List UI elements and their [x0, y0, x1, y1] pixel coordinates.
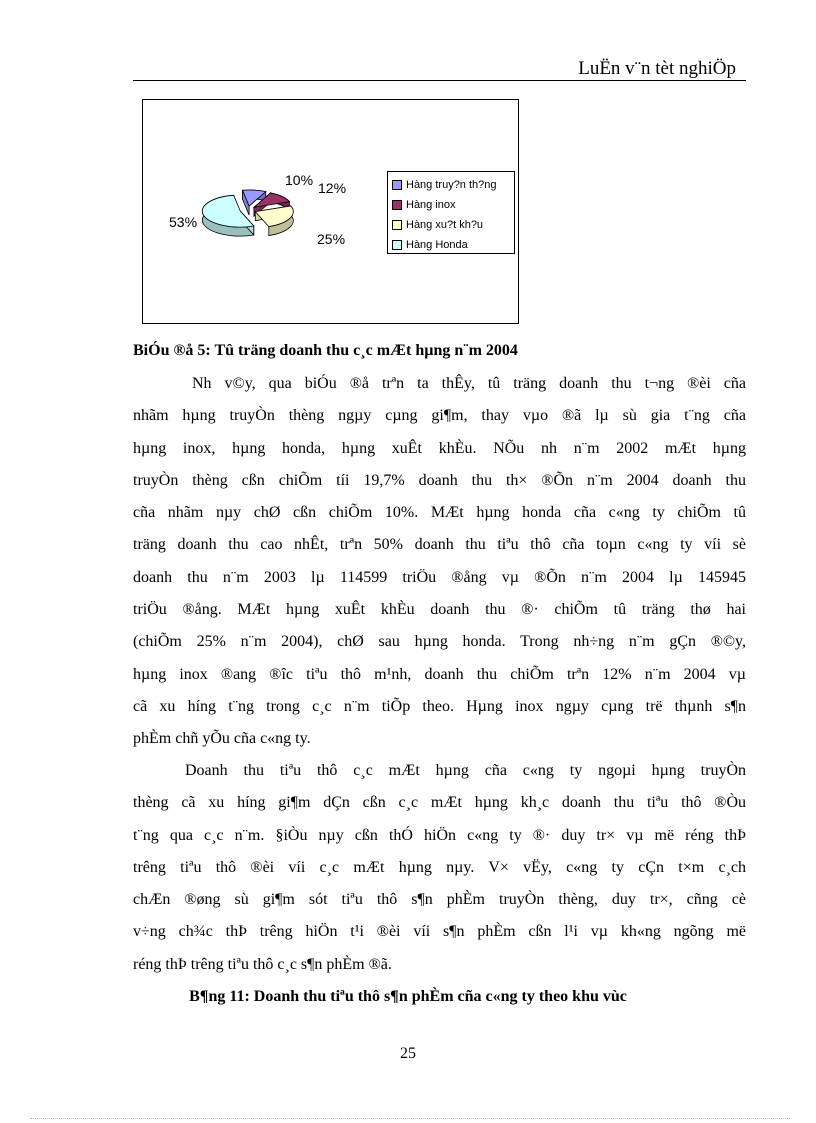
pct-label-1: 10%	[285, 172, 314, 188]
paragraph-line: réng thÞ trêng tiªu thô c¸c s¶n phÈm ®ã.	[133, 955, 392, 973]
legend-swatch	[392, 240, 402, 250]
paragraph-line: truyÒn thèng cßn chiÕm tíi 19,7% doanh thu th× ®Õn n¨m 2004 doanh thu	[133, 471, 746, 489]
paragraph-line: cã xu híng t¨ng trong c¸c n¨m tiÕp theo. Hµng inox ngµy cµng trë thµnh s¶n	[133, 697, 746, 715]
legend-label: Hàng xu?t kh?u	[406, 219, 484, 231]
pct-label-4: 53%	[169, 214, 198, 230]
paragraph-line: hµng inox, hµng honda, hµng xuÊt khÈu. NÕu nh n¨m 2002 mÆt hµng	[133, 439, 746, 457]
legend-label: Hàng truy?n th?ng	[406, 179, 497, 191]
paragraph-line: doanh thu n¨m 2003 lµ 114599 triÖu ®ång vµ ®Õn n¨m 2004 lµ 145945	[133, 568, 746, 586]
legend-item	[392, 215, 510, 235]
paragraph-line: cña nhãm nµy chØ cßn chiÕm 10%. MÆt hµng honda cña c«ng ty chiÕm tû	[133, 504, 746, 522]
paragraph-line: chÆn ®øng sù gi¶m sót tiªu thô s¶n phÈm truyÒn thèng, duy tr×, cñng cè	[133, 891, 746, 909]
paragraph-line: träng doanh thu cao nhÊt, trªn 50% doanh thu tiªu thô cña toµn c«ng ty víi sè	[133, 536, 746, 554]
paragraph-line: (chiÕm 25% n¨m 2004), chØ sau hµng honda. Trong nh÷ng n¨m gÇn ®©y,	[133, 633, 746, 651]
paragraph-line: thèng cã xu híng gi¶m dÇn cßn c¸c mÆt hµng kh¸c doanh thu tiªu thô ®Òu	[133, 794, 746, 812]
paragraph-line: Doanh thu tiªu thô c¸c mÆt hµng cña c«ng ty ngoµi hµng truyÒn	[185, 762, 746, 779]
paragraph-line: Nh v©y, qua biÓu ®å trªn ta thÊy, tû träng doanh thu t¬ng ®èi cña	[192, 375, 746, 392]
legend-label: Hàng inox	[406, 199, 456, 211]
pie-chart	[142, 99, 519, 324]
paragraph-line: v÷ng ch¾c thÞ trêng hiÖn t¹i ®èi víi s¶n phÈm cßn l¹i vµ kh«ng ngõng më	[133, 923, 746, 941]
legend-item	[392, 195, 510, 215]
legend-swatch	[392, 200, 402, 210]
page-header-title: LuËn v¨n tèt nghiÖp	[578, 58, 736, 79]
legend-label: Hàng Honda	[406, 239, 468, 251]
figure-caption: BiÓu ®å 5: Tû träng doanh thu c¸c mÆt hµng n¨m 2004	[133, 342, 518, 359]
pie-chart-svg	[143, 100, 383, 325]
paragraph-line: trêng tiªu thô ®èi víi c¸c mÆt hµng nµy. V× vËy, c«ng ty cÇn t×m c¸ch	[133, 858, 746, 876]
paragraph-line: triÖu ®ång. MÆt hµng xuÊt khÈu doanh thu ®· chiÕm tû träng thø hai	[133, 601, 746, 619]
paragraph-line: nhãm hµng truyÒn thèng ngµy cµng gi¶m, thay vµo ®ã lµ sù gia t¨ng cña	[133, 407, 746, 425]
footer-rule	[30, 1118, 790, 1119]
legend-item	[392, 235, 510, 255]
paragraph-line: hµng inox ®ang ®îc tiªu thô m¹nh, doanh thu chiÕm trªn 12% n¨m 2004 vµ	[133, 665, 746, 683]
paragraph-line: phÈm chñ yÕu cña c«ng ty.	[133, 730, 311, 748]
legend-swatch	[392, 180, 402, 190]
pct-label-2: 12%	[318, 180, 347, 196]
pct-label-3: 25%	[317, 231, 346, 247]
chart-legend	[387, 171, 515, 254]
pie-slice	[255, 206, 293, 236]
page-number: 25	[400, 1045, 416, 1062]
header-rule	[133, 80, 746, 81]
paragraph-2	[133, 755, 746, 981]
legend-item	[392, 175, 510, 195]
table-caption: B¶ng 11: Doanh thu tiªu thô s¶n phÈm cña c«ng ty theo khu vùc	[189, 988, 627, 1005]
legend-swatch	[392, 220, 402, 230]
paragraph-1	[133, 368, 746, 756]
paragraph-line: t¨ng qua c¸c n¨m. §iÒu nµy cßn thÓ hiÖn c«ng ty ®· duy tr× vµ më réng thÞ	[133, 826, 746, 844]
